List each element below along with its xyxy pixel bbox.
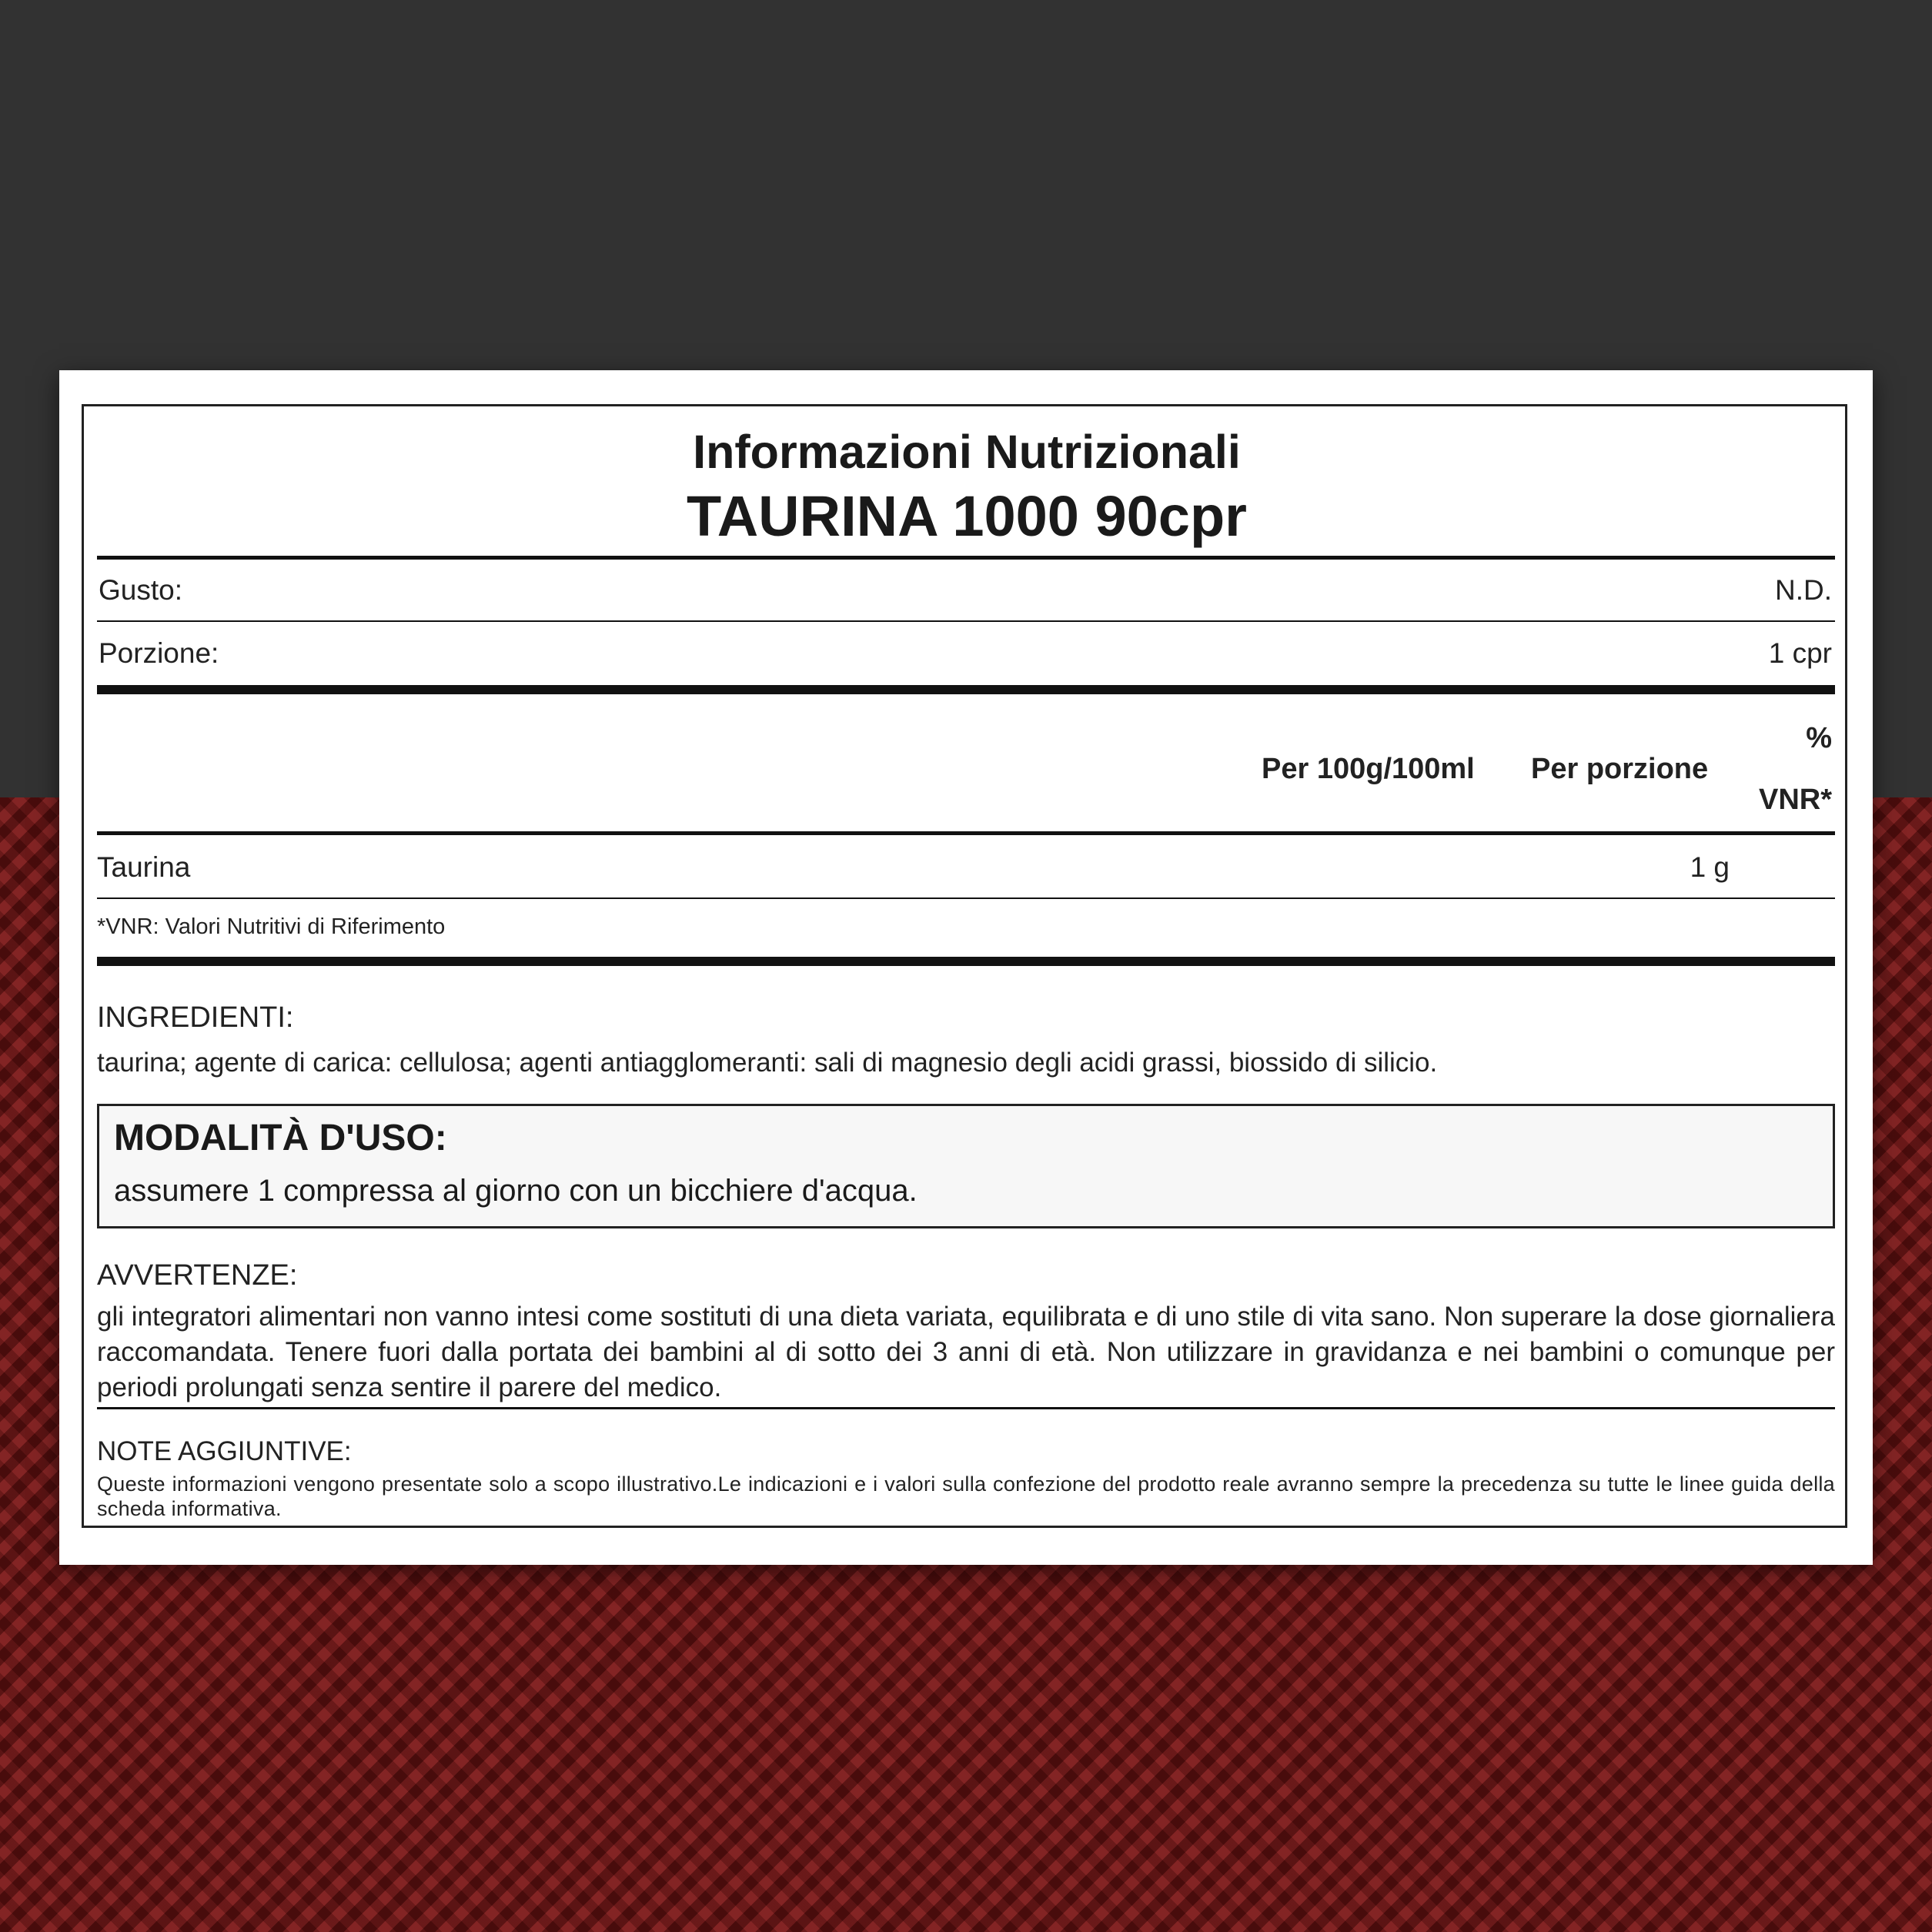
vnr-footnote: *VNR: Valori Nutritivi di Riferimento [97, 914, 446, 939]
header-percent: % [1806, 722, 1832, 754]
rule-warnings [97, 1407, 1835, 1409]
label-frame [82, 404, 1847, 1528]
rule-thick-1 [97, 685, 1835, 694]
gusto-label: Gusto: [99, 574, 182, 606]
porzione-value: 1 cpr [1768, 637, 1832, 669]
ingredients-label: INGREDIENTI: [97, 1001, 294, 1034]
rule-row-taurina [97, 897, 1835, 899]
nutrient-name: Taurina [97, 851, 191, 883]
nutrient-per-portion: 1 g [1690, 851, 1730, 883]
usage-title: MODALITÀ D'USO: [114, 1118, 447, 1158]
ingredients-text: taurina; agente di carica: cellulosa; agenti antiagglomeranti: sali di magnesio degli acidi grassi, biossido di silicio. [97, 1048, 1438, 1078]
header-per-portion: Per porzione [1531, 753, 1709, 785]
rule-thick-2 [97, 957, 1835, 966]
usage-text: assumere 1 compressa al giorno con un bicchiere d'acqua. [114, 1174, 918, 1208]
label-title: Informazioni Nutrizionali [693, 426, 1241, 478]
rule-gusto [97, 620, 1835, 622]
warnings-text: gli integratori alimentari non vanno intesi come sostituti di una dieta variata, equilibrata e di uno stile di vita sano. Non superare la dose giornaliera raccomandata. Tenere fuori dalla portata dei bambini al di sotto dei 3 anni di età. Non utilizzare in gravidanza e nei bambini o comunque per periodi prolungati senza sentire il parere del medico. [97, 1302, 1835, 1402]
nutrition-label-card [59, 370, 1873, 1565]
gusto-value: N.D. [1775, 574, 1832, 606]
rule-table-head [97, 831, 1835, 835]
notes-text: Queste informazioni vengono presentate solo a scopo illustrativo.Le indicazioni e i valori sulla confezione del prodotto reale avranno sempre la precedenza su tutte le linee guida della scheda informativa. [97, 1472, 1835, 1520]
header-per100: Per 100g/100ml [1262, 753, 1475, 785]
header-vnr: VNR* [1758, 784, 1832, 816]
product-name: TAURINA 1000 90cpr [687, 484, 1247, 548]
rule-title [97, 556, 1835, 560]
warnings-label: AVVERTENZE: [97, 1259, 298, 1292]
porzione-label: Porzione: [99, 637, 219, 669]
notes-label: NOTE AGGIUNTIVE: [97, 1436, 352, 1466]
usage-box [97, 1104, 1835, 1228]
